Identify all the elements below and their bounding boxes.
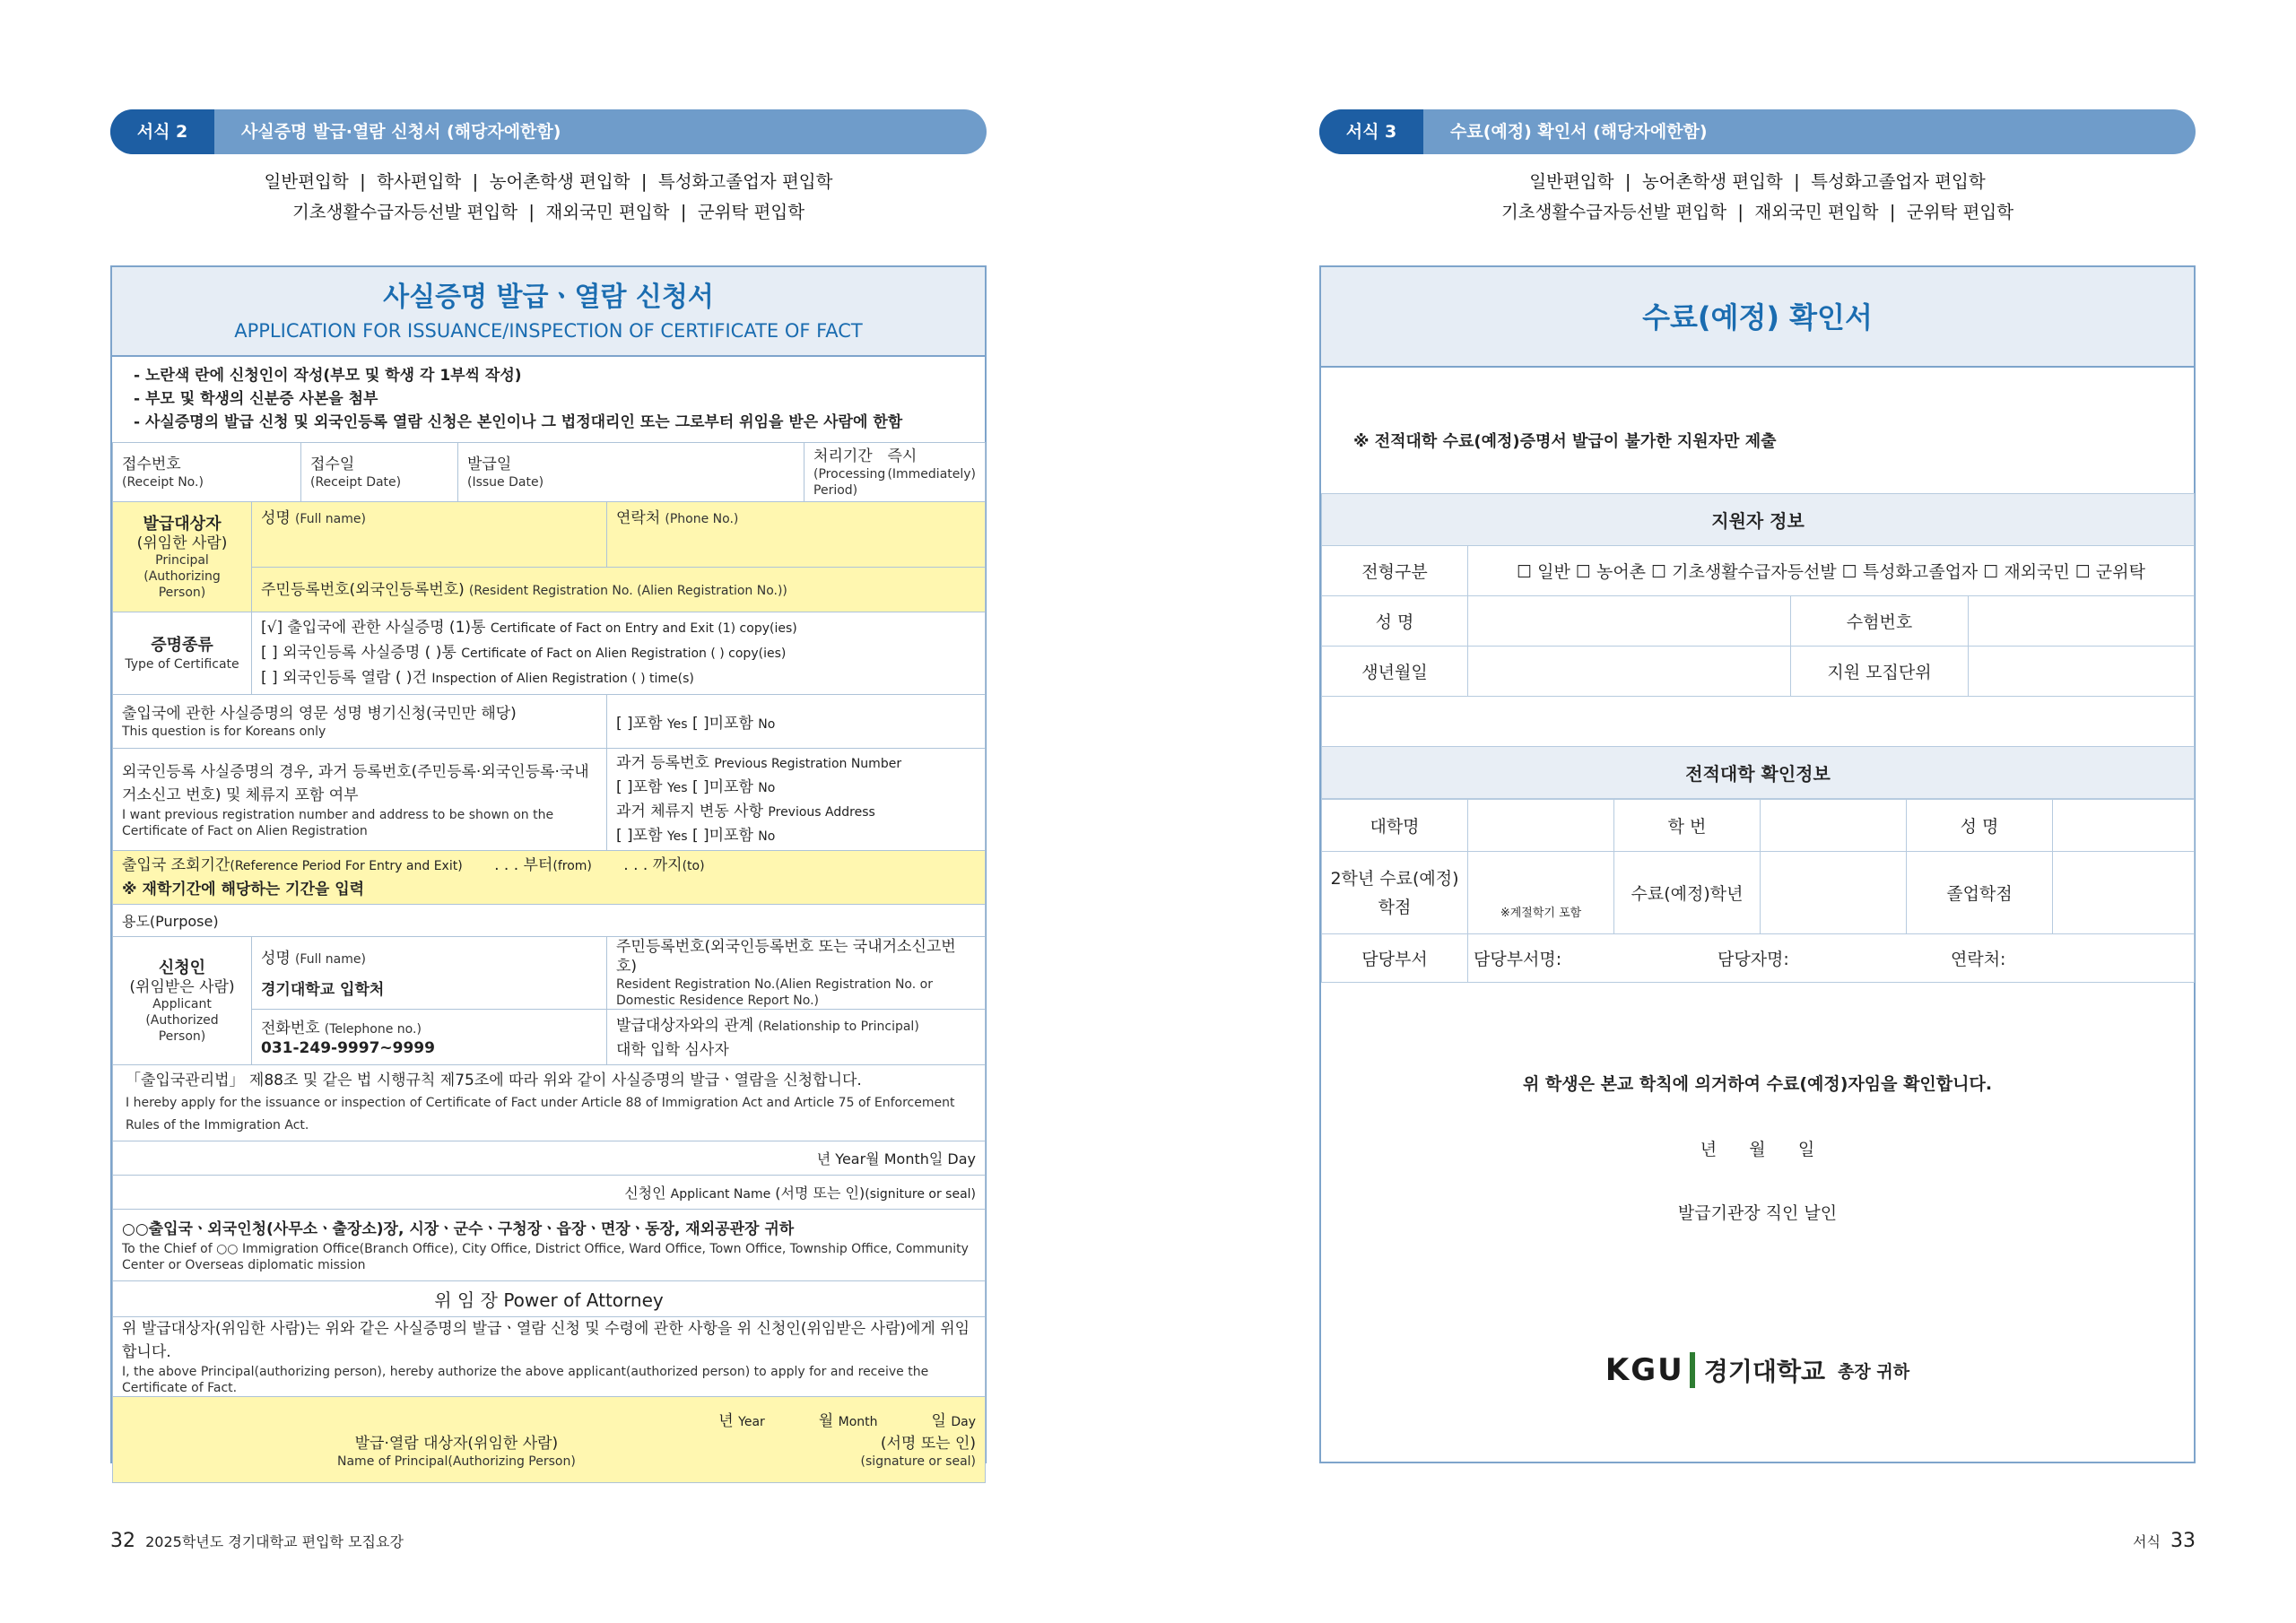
name-label: 성 명 [1322,596,1468,647]
prev-college-header: 전적대학 확인정보 [1322,747,2195,799]
note-2: - 부모 및 학생의 신분증 사본을 첨부 [134,390,378,408]
admission-categories [1319,167,2196,228]
form3-header-title: 수료(예정) 확인서 (해당자에한함) [1450,122,1708,142]
university-name: 경기대학교 [1703,1357,1826,1386]
dept-label: 담당부서 [1322,934,1468,983]
cert-type-label: 증명종류 Type of Certificate [113,612,252,695]
power-of-attorney-text: 위 발급대상자(위임한 사람)는 위와 같은 사실증명의 발급ㆍ열람 신청 및 수령에 관한 사항을 위 신청인(위임받은 사람)에게 위임합니다. I, the above Principal(authorizing person), hereby authorize the above applicant(authorized person) to apply for and receive the Certificate of Fact. [113,1317,986,1397]
form3-tag: 서식 3 [1319,109,1423,154]
student-no-field[interactable] [1761,800,1907,852]
principal-signature[interactable]: 년 Year 월 Month 일 Day 발급·열람 대상자(위임한 사람) Name of Principal(Authorizing Person) (서명 또는 인) (signature or seal) [113,1397,986,1483]
confirmation-date[interactable]: 년 월 일 [1700,1140,1815,1159]
form2-header-title: 사실증명 발급·열람 신청서 (해당자에한함) [241,122,561,142]
track-label: 전형구분 [1322,546,1468,596]
principal-name-field[interactable]: 성명 (Full name) [252,502,607,568]
declaration: 「출입국관리법」 제88조 및 같은 법 시행규칙 제75조에 따라 위와 같이 사실증명의 발급ㆍ열람을 신청합니다. I hereby apply for the issuance or inspection of Certificate of Fact under Article 88 of Immigration Act and Article 75 of Enforcement Rules of the Immigration Act. [113,1065,986,1141]
addressee: ○○출입국ㆍ외국인청(사무소ㆍ출장소)장, 시장ㆍ군수ㆍ구청장ㆍ읍장ㆍ면장ㆍ동장, 재외공관장 귀하 To the Chief of ○○ Immigration Office(Branch Office), City Office, District Office, Ward Office, Town Office, Township Office, Community Center or Overseas diplomatic mission [113,1210,986,1281]
grad-credits-field[interactable] [2053,852,2195,934]
applicant-label: 신청인 (위임받은 사람) Applicant (Authorized Person) [113,937,252,1065]
receipt-date-cell: 접수일 (Receipt Date) [301,443,458,502]
credits-label: 2학년 수료(예정)학점 [1322,852,1468,934]
grade-label: 수료(예정)학년 [1614,852,1761,934]
birth-label: 생년월일 [1322,647,1468,697]
form-notes [112,357,985,442]
right-page [1148,0,2296,1623]
form-title: 사실증명 발급ㆍ열람 신청서 [383,282,714,313]
seal-instruction: 발급기관장 직인 날인 [1677,1203,1838,1223]
birth-field[interactable] [1468,647,1791,697]
categories-line-1: 일반편입학 | 농어촌학생 편입학 | 특성화고졸업자 편입학 [1529,171,1986,192]
form3-table-2 [1321,799,2195,983]
power-of-attorney-title: 위 임 장 Power of Attorney [113,1281,986,1317]
issue-date-cell: 발급일 (Issue Date) [458,443,804,502]
admission-categories [110,167,987,228]
name2-field[interactable] [2053,800,2195,852]
grad-credits-label: 졸업학점 [1907,852,2053,934]
president-addressee: 총장 귀하 [1838,1361,1910,1382]
unit-field[interactable] [1969,647,2195,697]
applicant-rrn-field[interactable]: 주민등록번호(외국인등록번호 또는 국내거소신고번호) Resident Registration No.(Alien Registration No. or Domestic Residence Report No.) [607,937,986,1010]
form3-title: 수료(예정) 확인서 [1642,300,1873,334]
confirmation-text: 위 학생은 본교 학칙에 의거하여 수료(예정)자임을 확인합니다. [1522,1074,1993,1094]
left-footer [110,1530,404,1552]
english-name-choice[interactable]: [ ]포함 Yes [ ]미포함 No [607,695,986,749]
page-number-right: 33 [2170,1530,2196,1552]
credits-field[interactable]: ※계절학기 포함 [1468,852,1614,934]
form-table [112,442,986,1483]
categories-line-1: 일반편입학 | 학사편입학 | 농어촌학생 편입학 | 특성화고졸업자 편입학 [264,171,833,192]
university-signature [1321,1352,2194,1388]
right-footer [2133,1530,2196,1552]
completion-certificate-form [1319,265,2196,1463]
purpose-field[interactable]: 용도(Purpose) [113,905,986,937]
name2-label: 성 명 [1907,800,2053,852]
form3-title-box [1321,267,2194,368]
note-3: - 사실증명의 발급 신청 및 외국인등록 열람 신청은 본인이나 그 법정대리인 또는 그로부터 위임을 받은 사람에 한함 [134,413,903,431]
form-subtitle: APPLICATION FOR ISSUANCE/INSPECTION OF CERTIFICATE OF FACT [234,320,863,342]
form-title-box [112,267,985,357]
processing-period-cell: 처리기간 (Processing Period) 즉시 (Immediately) [804,443,986,502]
applicant-name-field[interactable]: 성명 (Full name) 경기대학교 입학처 [252,937,607,1010]
exam-no-field[interactable] [1969,596,2195,647]
principal-label: 발급대상자 (위임한 사람) Principal (Authorizing Person) [113,502,252,612]
applicant-signature[interactable]: 신청인 Applicant Name (서명 또는 인)(signiture or seal) [113,1176,986,1210]
name-field[interactable] [1468,596,1791,647]
note-1: - 노란색 란에 신청인이 작성(부모 및 학생 각 1부씩 작성) [134,367,522,385]
form3-header [1319,109,2196,154]
applicant-phone-field[interactable]: 전화번호 (Telephone no.) 031-249-9997~9999 [252,1010,607,1065]
footer-text-right: 서식 [2132,1533,2161,1550]
alien-registration-question: 외국인등록 사실증명의 경우, 과거 등록번호(주민등록·외국인등록·국내거소신고 번호) 및 체류지 포함 여부 I want previous registration number and address to be shown on the Certificate of Fact on Alien Registration [113,749,607,851]
form3-note: ※ 전적대학 수료(예정)증명서 발급이 불가한 지원자만 제출 [1353,432,1777,451]
dept-info-field[interactable]: 담당부서명: 담당자명: 연락처: [1468,934,2195,983]
categories-line-2: 기초생활수급자등선발 편입학 | 재외국민 편입학 | 군위탁 편입학 [291,202,805,222]
principal-phone-field[interactable]: 연락처 (Phone No.) [607,502,986,568]
footer-text-left: 2025학년도 경기대학교 편입학 모집요강 [145,1533,404,1550]
page-number-left: 32 [110,1530,135,1552]
alien-registration-choices[interactable]: 과거 등록번호 Previous Registration Number [ ]포함 Yes [ ]미포함 No 과거 체류지 변동 사항 Previous Address [ ]포함 Yes [ ]미포함 No [607,749,986,851]
relationship-field[interactable]: 발급대상자와의 관계 (Relationship to Principal) 대학 입학 심사자 [607,1010,986,1065]
application-date[interactable]: 년 Year월 Month일 Day [113,1141,986,1176]
college-field[interactable] [1468,800,1614,852]
applicant-info-header: 지원자 정보 [1322,494,2195,546]
spacer-row [1322,697,2195,747]
cert-type-options[interactable]: [√] 출입국에 관한 사실증명 (1)통 Certificate of Fact on Entry and Exit (1) copy(ies) [ ] 외국인등록 사실증명 ( )통 Certificate of Fact on Alien Registration ( ) copy(ies) [ ] 외국인등록 열람 ( )건 Inspection of Alien Registration ( ) time(s) [252,612,986,695]
categories-line-2: 기초생활수급자등선발 편입학 | 재외국민 편입학 | 군위탁 편입학 [1500,202,2014,222]
exam-no-label: 수험번호 [1791,596,1969,647]
certificate-application-form [110,265,987,1469]
student-no-label: 학 번 [1614,800,1761,852]
form3-table [1321,493,2195,799]
unit-label: 지원 모집단위 [1791,647,1969,697]
receipt-no-cell: 접수번호 (Receipt No.) [113,443,301,502]
english-name-question: 출입국에 관한 사실증명의 영문 성명 병기신청(국민만 해당) This question is for Koreans only [113,695,607,749]
form2-header [110,109,987,154]
reference-period-field[interactable]: 출입국 조회기간(Reference Period For Entry and Exit) . . . 부터(from) . . . 까지(to) ※ 재학기간에 해당하는 기간을 입력 [113,851,986,905]
track-options[interactable]: ☐ 일반 ☐ 농어촌 ☐ 기초생활수급자등선발 ☐ 특성화고졸업자 ☐ 재외국민 ☐ 군위탁 [1468,546,2195,596]
principal-rrn-field[interactable]: 주민등록번호(외국인등록번호) (Resident Registration No. (Alien Registration No.)) [252,568,986,612]
kgu-logo: KGU [1605,1352,1695,1388]
college-label: 대학명 [1322,800,1468,852]
grade-field[interactable] [1761,852,1907,934]
form2-tag: 서식 2 [110,109,214,154]
